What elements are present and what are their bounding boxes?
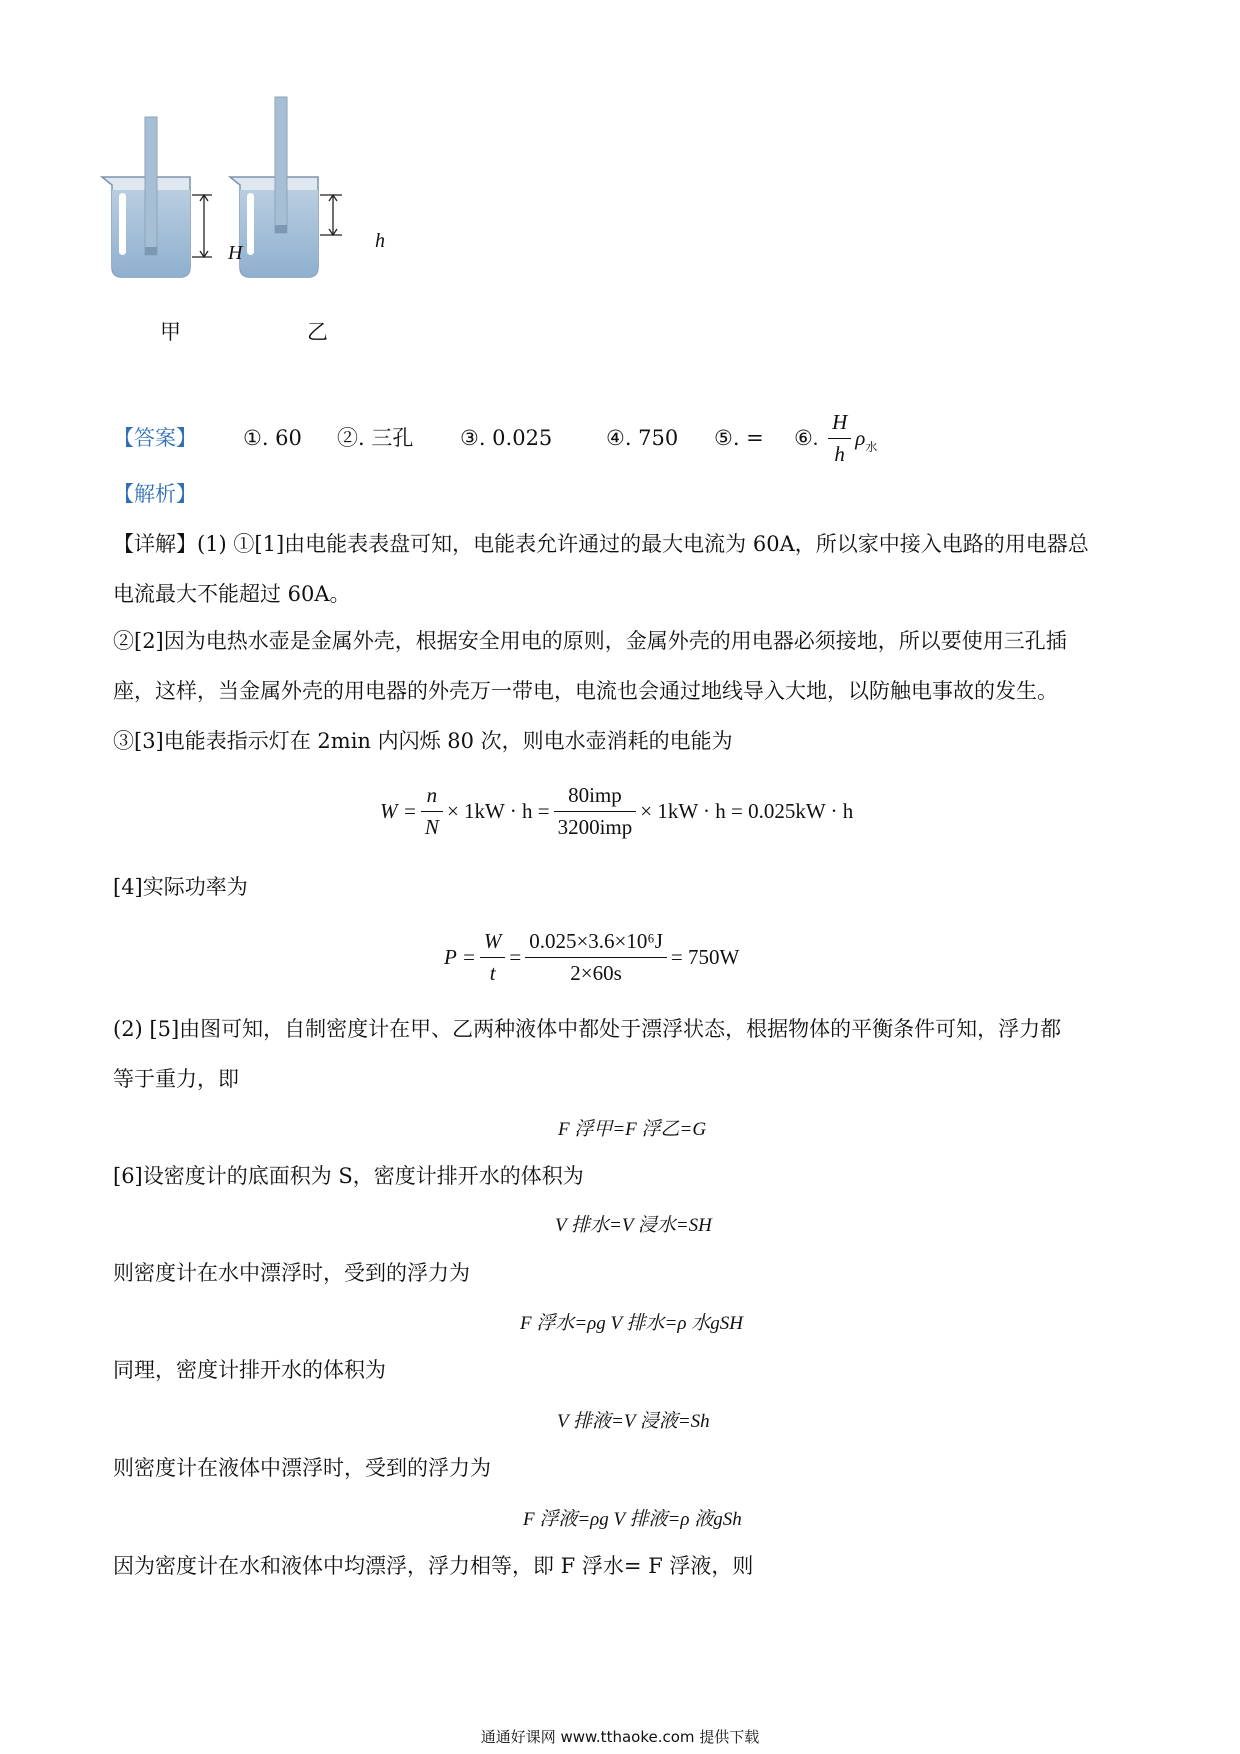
para-7: 则密度计在水中漂浮时，受到的浮力为 — [113, 1261, 470, 1285]
para-3: ③[3]电能表指示灯在 2min 内闪烁 80 次，则电水壶消耗的电能为 — [113, 729, 733, 753]
beaker-figure — [100, 95, 380, 320]
para-5-line-1: (2) [5]由图可知，自制密度计在甲、乙两种液体中都处于漂浮状态，根据物体的平衡条件可知，浮力都 — [113, 1017, 1062, 1041]
eq-w-lhs: W = — [380, 798, 417, 823]
eq-p-rhs: = 750W — [670, 944, 740, 969]
para-5-line-2: 等于重力，即 — [113, 1067, 239, 1091]
eq-w-mid: × 1kW · h = — [446, 798, 550, 823]
beaker-jia — [102, 117, 190, 277]
answer-fraction — [828, 410, 851, 467]
eq-w-frac-2 — [554, 783, 637, 840]
height-marker-h — [320, 195, 342, 235]
label-H: H — [228, 242, 243, 264]
eq-w-frac-2-den: 3200imp — [557, 814, 633, 839]
eq-p-frac-2-den: 2×60s — [570, 960, 622, 985]
answer-rho-sub: 水 — [865, 439, 878, 454]
label-h: h — [375, 230, 385, 252]
para-2-line-2: 座，这样，当金属外壳的用电器的外壳万一带电，电流也会通过地线导入大地，以防触电事故的发生。 — [113, 679, 1058, 703]
analysis-tag: 【解析】 — [113, 482, 197, 506]
eq-w-frac-2-num: 80imp — [554, 783, 637, 812]
equation-7: F 浮水=ρg V 排水=ρ 水gSH — [520, 1313, 743, 1334]
para-1-line-2: 电流最大不能超过 60A。 — [113, 582, 351, 606]
eq-w-frac-1 — [421, 783, 443, 840]
equation-8: V 排液=V 浸液=Sh — [557, 1411, 710, 1432]
answer-item-6-prefix: ⑥. — [794, 425, 819, 450]
equation-9: F 浮液=ρg V 排液=ρ 液gSh — [523, 1509, 742, 1530]
eq-p-frac-1 — [480, 929, 506, 986]
equation-energy — [380, 776, 853, 846]
answer-fraction-num: H — [828, 410, 851, 439]
answer-tag: 【答案】 — [113, 426, 197, 450]
eq-p-frac-2-num: 0.025×3.6×10⁶J — [525, 929, 667, 958]
page-footer: 通通好课网 www.tthaoke.com 提供下载 — [480, 1728, 760, 1746]
eq-w-frac-1-den: N — [424, 814, 439, 839]
eq-p-frac-2 — [525, 929, 667, 986]
para-2-line-1: ②[2]因为电热水壶是金属外壳，根据安全用电的原则，金属外壳的用电器必须接地，所以要使用三孔插 — [113, 629, 1067, 653]
beaker-yi — [230, 97, 318, 277]
height-marker-H — [192, 195, 212, 257]
eq-w-frac-1-num: n — [421, 783, 443, 812]
eq-p-lhs: P = — [444, 944, 476, 969]
answer-rho: ρ — [855, 425, 866, 450]
answer-item-2: ②. 三孔 — [337, 426, 414, 450]
para-4: [4]实际功率为 — [113, 875, 248, 899]
para-10: 因为密度计在水和液体中均漂浮，浮力相等，即 F 浮水= F 浮液，则 — [113, 1554, 754, 1578]
eq-w-rhs: × 1kW · h = 0.025kW · h — [640, 798, 854, 823]
para-6: [6]设密度计的底面积为 S，密度计排开水的体积为 — [113, 1164, 584, 1188]
eq-p-eq: = — [509, 944, 522, 969]
label-yi: 乙 — [307, 320, 328, 344]
para-1-line-1: 【详解】(1) ①[1]由电能表表盘可知，电能表允许通过的最大电流为 60A，所以家中接入电路的用电器总 — [113, 532, 1089, 556]
answer-item-5: ⑤. = — [714, 426, 764, 450]
eq-p-frac-1-den: t — [489, 960, 496, 985]
answer-item-4: ④. 750 — [606, 426, 679, 450]
label-jia: 甲 — [160, 320, 181, 344]
equation-power — [444, 922, 739, 992]
answer-fraction-den: h — [834, 441, 845, 466]
answer-item-6 — [794, 408, 877, 468]
equation-6: V 排水=V 浸水=SH — [555, 1215, 712, 1236]
answer-item-3: ③. 0.025 — [460, 426, 553, 450]
eq-p-frac-1-num: W — [480, 929, 506, 958]
para-9: 则密度计在液体中漂浮时，受到的浮力为 — [113, 1456, 491, 1480]
equation-5: F 浮甲=F 浮乙=G — [558, 1119, 707, 1140]
para-8: 同理，密度计排开水的体积为 — [113, 1358, 386, 1382]
answer-item-1: ①. 60 — [243, 426, 302, 450]
